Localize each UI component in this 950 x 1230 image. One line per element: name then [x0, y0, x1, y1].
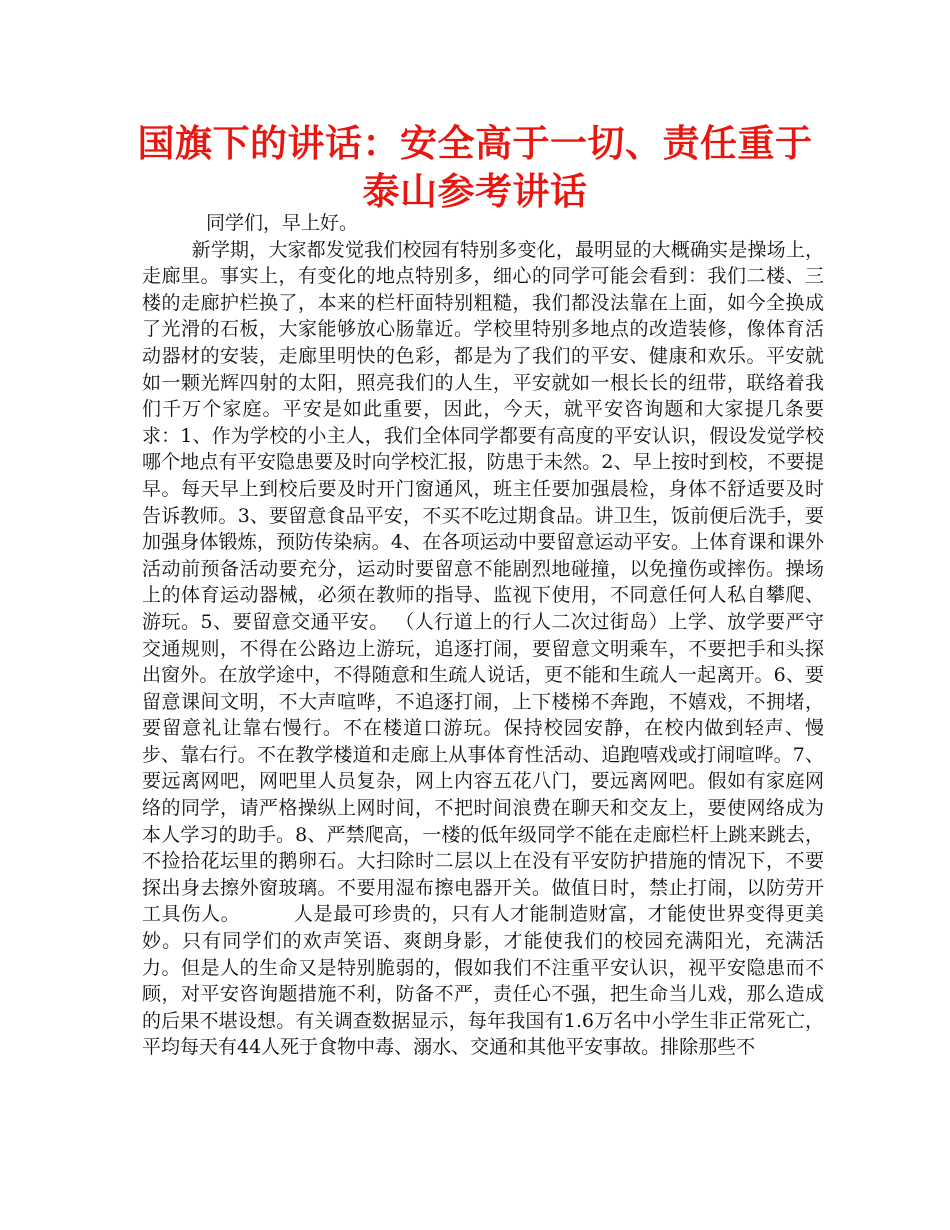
greeting-paragraph: 同学们，早上好。: [206, 212, 359, 234]
speech-body: [142, 210, 824, 1061]
title-line-1: 国旗下的讲话：安全高于一切、责任重于: [137, 122, 813, 165]
title-line-2: 泰山参考讲话: [362, 170, 588, 213]
main-paragraph: 新学期，大家都发觉我们校园有特别多变化，最明显的大概确实是操场上，走廊里。事实上，有变化的地点特别多，细心的同学可能会看到：我们二楼、三楼的走廊护栏换了，本来的栏杆面特别粗糙，我们都没法靠在上面，如今全换成了光滑的石板，大家能够放心肠靠近。学校里特别多地点的改造装修，像体育活动器材的安装，走廊里明快的色彩，都是为了我们的平安、健康和欢乐。平安就如一颗光辉四射的太阳，照亮我们的人生，平安就如一根长长的纽带，联络着我们千万个家庭。平安是如此重要，因此，今天，就平安咨询题和大家提几条要求：1、作为学校的小主人，我们全体同学都要有高度的平安认识，假设发觉学校哪个地点有平安隐患要及时向学校汇报，防患于未然。2、早上按时到校，不要提早。每天早上到校后要及时开门窗通风，班主任要加强晨检，身体不舒适要及时告诉教师。3、要留意食品平安，不买不吃过期食品。讲卫生，饭前便后洗手，要加强身体锻炼，预防传染病。4、在各项运动中要留意运动平安。上体育课和课外活动前预备活动要充分，运动时要留意不能剧烈地碰撞，以免撞伤或摔伤。操场上的体育运动器械，必须在教师的指导、监视下使用，不同意任何人私自攀爬、游玩。5、要留意交通平安。 （人行道上的行人二次过街岛）上学、放学要严守交通规则，不得在公路边上游玩，追逐打闹，要留意文明乘车，不要把手和头探出窗外。在放学途中，不得随意和生疏人说话，更不能和生疏人一起离开。6、要留意课间文明，不大声喧哗，不追逐打闹，上下楼梯不奔跑，不嬉戏，不拥堵，要留意礼让靠右慢行。不在楼道口游玩。保持校园安静，在校内做到轻声、慢步、靠右行。不在教学楼道和走廊上从事体育性活动、追跑嘻戏或打闹喧哗。7、要远离网吧，网吧里人员复杂，网上内容五花八门，要远离网吧。假如有家庭网络的同学，请严格操纵上网时间，不把时间浪费在聊天和交友上，要使网络成为本人学习的助手。8、严禁爬高，一楼的低年级同学不能在走廊栏杆上跳来跳去，不捡拾花坛里的鹅卵石。大扫除时二层以上在没有平安防护措施的情况下，不要探出身去擦外窗玻璃。不要用湿布擦电器开关。做值日时，禁止打闹，以防劳开工具伤人。 人是最可珍贵的，只有人才能制造财富，才能使世界变得更美妙。只有同学们的欢声笑语、爽朗身影，才能使我们的校园充满阳光，充满活力。但是人的生命又是特别脆弱的，假如我们不注重平安认识，视平安隐患而不顾，对平安咨询题措施不利，防备不严，责任心不强，把生命当儿戏，那么造成的后果不堪设想。有关调查数据显示，每年我国有1.6万名中小学生非正常死亡，平均每天有44人死于食物中毒、溺水、交通和其他平安事故。排除那些不: [142, 238, 824, 1059]
document-title: [130, 120, 820, 216]
